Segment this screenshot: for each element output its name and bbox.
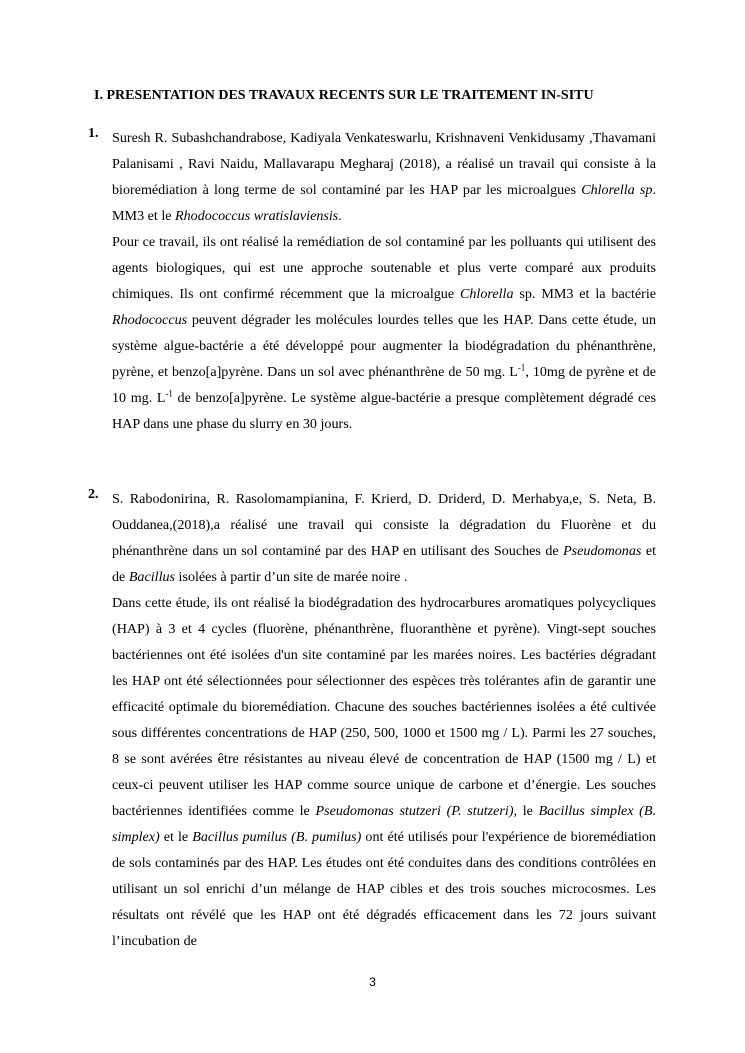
section-heading: I. PRESENTATION DES TRAVAUX RECENTS SUR LE TRAITEMENT IN-SITU	[94, 88, 594, 103]
item-number: 2.	[88, 486, 99, 502]
reference-item-1	[88, 125, 656, 437]
paragraph-summary: Pour ce travail, ils ont réalisé la remédiation de sol contaminé par les polluants qui utilisent des agents biologiques, qui est une approche soutenable et plus verte comparé aux produits chimiques. Ils ont confirmé récemment que la microalgue Chlorella sp. MM3 et la bactérie Rhodococcus peuvent dégrader les molécules lourdes telles que les HAP. Dans cette étude, un système algue-bactérie a été développé pour augmenter la biodégradation du phénanthrène, pyrène, et benzo[a]pyrène. Dans un sol avec phénanthrène de 50 mg. $L^{-1}$, 10mg de pyrène et de 10 mg. $L^{-1}$ de benzo[a]pyrène. Le système algue-bactérie a presque complètement dégradé ces HAP dans une phase du slurry en 30 jours.	[112, 234, 656, 432]
paragraph-citation: Suresh R. Subashchandrabose, Kadiyala Venkateswarlu, Krishnaveni Venkidusamy ,Thavamani Palanisami , Ravi Naidu, Mallavarapu Megharaj (2018), a réalisé un travail qui consiste à la bioremédiation à long terme de sol contaminé par les HAP par les microalgues Chlorella sp. MM3 et le Rhodococcus wratislaviensis.	[112, 130, 656, 224]
reference-item-2	[88, 486, 656, 954]
item-body	[112, 486, 656, 954]
item-body	[112, 125, 656, 437]
paragraph-citation: S. Rabodonirina, R. Rasolomampianina, F. Krierd, D. Driderd, D. Merhabya,e, S. Neta, B. Ouddanea,(2018),a réalisé une travail qui consiste la dégradation du Fluorène et du phénanthrène dans un sol contaminé par des HAP en utilisant des Souches de Pseudomonas et de Bacillus isolées à partir d’un site de marée noire .	[112, 491, 656, 585]
page-number: 3	[369, 975, 376, 989]
paragraph-summary: Dans cette étude, ils ont réalisé la biodégradation des hydrocarbures aromatiques polycycliques (HAP) à 3 et 4 cycles (fluorène, phénanthrène, fluoranthène et pyrène). Vingt-sept souches bactériennes ont été isolées d'un site contaminé par les marées noires. Les bactéries dégradant les HAP ont été sélectionnées pour sélectionner des espèces très tolérantes afin de garantir une efficacité optimale du bioremédiation. Chacune des souches bactériennes isolées a été cultivée sous différentes concentrations de HAP (250, 500, 1000 et 1500 mg / L). Parmi les 27 souches, 8 se sont avérées être résistantes au niveau élevé de concentration de HAP (1500 mg / L) et ceux-ci peuvent utiliser les HAP comme source unique de carbone et d’énergie. Les souches bactériennes identifiées comme le Pseudomonas stutzeri (P. stutzeri), le Bacillus simplex (B. simplex) et le Bacillus pumilus (B. pumilus) ont été utilisés pour l'expérience de bioremédiation de sols contaminés par des HAP. Les études ont été conduites dans des conditions contrôlées en utilisant un sol enrichi d’un mélange de HAP cibles et des trois souches microcosmes. Les résultats ont révélé que les HAP ont été dégradés efficacement dans les 72 jours suivant l’incubation de	[112, 595, 656, 949]
item-number: 1.	[88, 125, 99, 141]
